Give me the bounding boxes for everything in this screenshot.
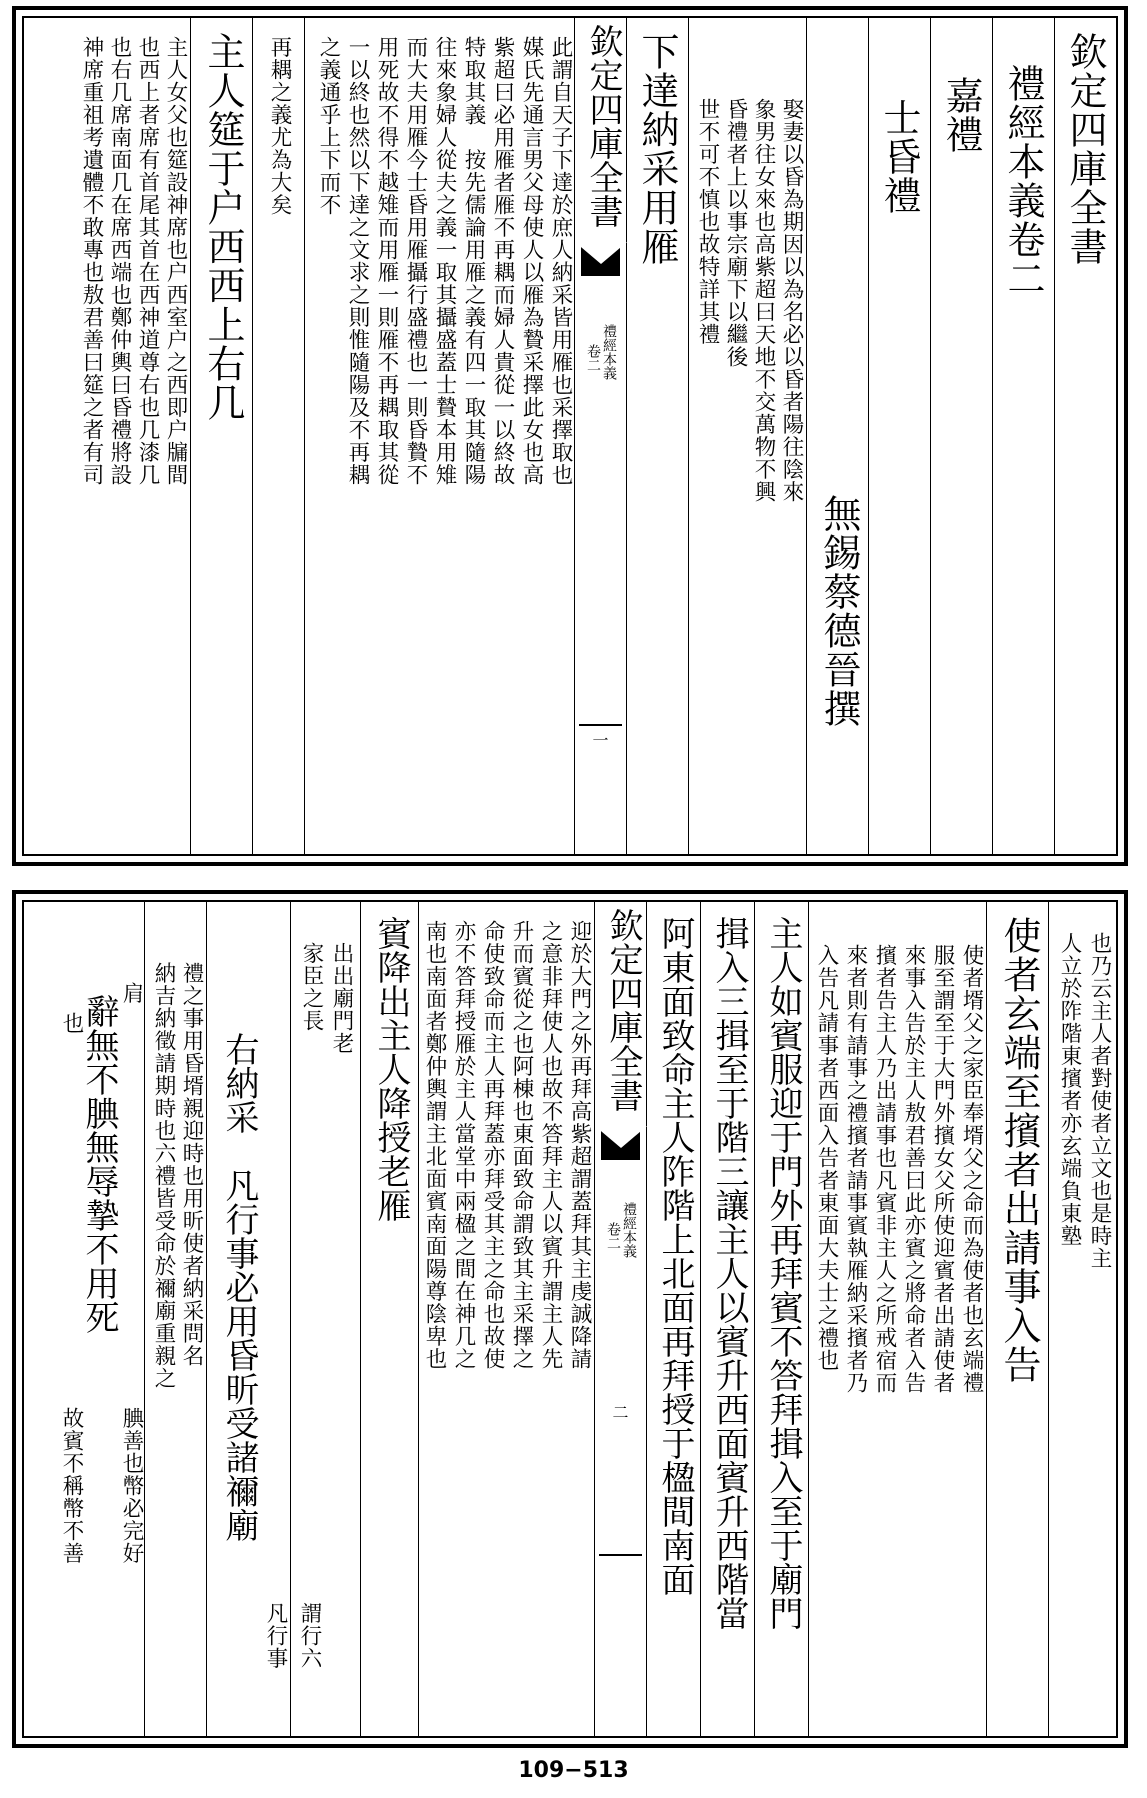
page-number: 109−513 [518, 1758, 629, 1783]
main-text: 賓降出主人降授老雁 [371, 916, 411, 1222]
commentary-line: 往來象婦人從夫之義一取其攝盛蓋士贄本用雉 [432, 36, 457, 486]
main-text: 使者玄端至擯者出請事入告 [997, 916, 1041, 1384]
commentary-line: 神席重祖考遺體不敢專也敖君善曰筵之者有司 [79, 36, 104, 486]
commentary-line: 媒氏先通言男父母使人以雁為贄采擇此女也高 [519, 36, 544, 486]
col-author [806, 18, 868, 854]
col-commentary-envoy [808, 902, 986, 1736]
commentary-line: 家臣之長 [299, 942, 324, 1032]
commentary-line: 升而賓從之也阿棟也東面致命謂致其主采擇之 [509, 920, 534, 1370]
commentary-line: 使者壻父之家臣奉壻父之命而為使者也玄端禮 [959, 944, 984, 1394]
gutter-rule [599, 1554, 642, 1556]
col-commentary-seat [70, 18, 190, 854]
col-main-text [626, 18, 688, 854]
col-main-text [700, 902, 754, 1736]
gutter-title: 欽定四庫全書 [603, 908, 643, 1112]
commentary-line: 再耦之義尤為大矣 [267, 36, 292, 216]
commentary-line: 也右几席南面几在席西端也鄭仲輿曰昏禮將設 [107, 36, 132, 486]
commentary-line: 謂行六 [297, 1602, 322, 1670]
commentary-line: 出出廟門老 [329, 942, 354, 1055]
commentary-line: 而大夫用雁今士昏用雁攝行盛禮也一則昏贄不 [403, 36, 428, 486]
main-text: 辭無不腆無辱摯不用死 [79, 994, 119, 1334]
commentary-line: 之義通乎上下而不 [316, 36, 341, 216]
col-commentary-greeting [418, 902, 594, 1736]
gutter [574, 18, 626, 854]
bottom-page-frame [22, 900, 1118, 1738]
volume-title: 禮經本義卷二 [1001, 64, 1045, 298]
col-main-text [190, 18, 252, 854]
gutter-title: 欽定四庫全書 [583, 24, 623, 228]
col-section-jiali [930, 18, 992, 854]
commentary-line: 世不可不慎也故特詳其禮 [695, 98, 720, 346]
gutter-book-label: 禮經本義 [621, 1202, 637, 1258]
main-text: 揖入三揖至于階三讓主人以賓升西面賓升西階當 [709, 916, 749, 1630]
main-text: 下達納采用雁 [635, 32, 679, 266]
col-main-text [754, 902, 808, 1736]
main-text: 阿東面致命主人阼階上北面再拜授于楹間南面 [655, 916, 695, 1596]
top-columns [24, 18, 1116, 854]
gutter-folio: 一 [592, 731, 609, 750]
commentary-line: 也西上者席有首尾其首在西神道尊右也几漆几 [135, 36, 160, 486]
gutter-volume: 卷二 [605, 1222, 621, 1250]
bottom-page [12, 890, 1128, 1748]
col-chapter [868, 18, 930, 854]
book-title: 欽定四庫全書 [1063, 32, 1107, 266]
commentary-line: 之意非拜使人也故不答拜主人以賓升謂主人先 [538, 920, 563, 1370]
commentary-line: 迎於大門之外再拜高紫超謂蓋拜其主虔誠降請 [567, 920, 592, 1370]
col-volume-title [992, 18, 1054, 854]
gutter [594, 902, 646, 1736]
commentary-line: 也乃云主人者對使者立文也是時主 [1087, 932, 1112, 1270]
commentary-line: 也 [59, 1012, 84, 1035]
main-text: 右納采 凡行事必用昏昕受諸禰廟 [219, 1032, 259, 1542]
top-page [12, 6, 1128, 866]
commentary-line: 禮之事用昏壻親迎時也用昕使者納采問名 [179, 962, 204, 1367]
col-commentary-intro [688, 18, 806, 854]
top-page-frame [22, 16, 1118, 856]
main-text: 主人筵于户西西上右几 [201, 32, 245, 422]
commentary-line: 昏禮者上以事宗廟下以繼後 [723, 98, 748, 368]
commentary-line: 此謂自天子下達於庶人納采皆用雁也采擇取也 [548, 36, 573, 486]
col-main-text-closing [54, 902, 144, 1736]
fishtail-mark [601, 1126, 640, 1160]
gutter-volume: 卷二 [585, 344, 601, 372]
col-commentary-timing [144, 902, 206, 1736]
commentary-line: 南也南面者鄭仲輿謂主北面賓南面陽尊陰卑也 [422, 920, 447, 1370]
gutter-book-label: 禮經本義 [601, 324, 617, 380]
col-main-text [646, 902, 700, 1736]
col-main-text [986, 902, 1048, 1736]
section-heading: 嘉禮 [939, 76, 983, 154]
main-text: 主人如賓服迎于門外再拜賓不答拜揖入至于廟門 [763, 916, 803, 1630]
commentary-line: 擯者告主人乃出請事也凡賓非主人之所戒宿而 [872, 944, 897, 1394]
col-commentary-cont [1048, 902, 1116, 1736]
col-commentary-end [252, 18, 304, 854]
commentary-line: 服至謂至于大門外擯女父所使迎賓者出請使者 [930, 944, 955, 1394]
gutter-folio: 二 [612, 1403, 629, 1422]
chapter-heading: 士昏禮 [877, 98, 921, 215]
commentary-line: 人立於阼階東擯者亦玄端負東塾 [1057, 932, 1082, 1247]
commentary-line: 命使致命而主人再拜蓋亦拜受其主之命也故使 [480, 920, 505, 1370]
gutter-rule [579, 724, 622, 726]
commentary-line: 來事入告於主人敖君善曰此亦賓之將命者入告 [901, 944, 926, 1394]
author-line: 無錫蔡德晉撰 [817, 494, 861, 728]
commentary-line: 主人女父也筵設神席也户西室户之西即户牖間 [163, 36, 188, 486]
fishtail-mark [581, 242, 620, 276]
commentary-line: 故賓不稱幣不善 [59, 1407, 84, 1565]
commentary-line: 特取其義 按先儒論用雁之義有四一取其隨陽 [461, 36, 486, 486]
col-main-text [360, 902, 418, 1736]
col-commentary-yan [304, 18, 574, 854]
col-book-title [1054, 18, 1116, 854]
commentary-line: 入告凡請事者西面入告者東面大夫士之禮也 [814, 944, 839, 1372]
commentary-line: 用死故不得不越雉而用雁一則雁不再耦取其從 [374, 36, 399, 486]
commentary-line: 肩 [119, 982, 144, 1005]
commentary-line: 象男往女來也高紫超曰天地不交萬物不興 [751, 98, 776, 503]
bottom-columns [24, 902, 1116, 1736]
commentary-line: 一以終也然以下達之文求之則惟隨陽及不再耦 [345, 36, 370, 486]
commentary-line: 娶妻以昏為期因以為名必以昏者陽往陰來 [779, 98, 804, 503]
commentary-line: 凡行事 [263, 1602, 288, 1670]
commentary-line: 腆善也幣必完好 [119, 1407, 144, 1565]
commentary-line: 亦不答拜授雁於主人當堂中兩楹之間在神几之 [451, 920, 476, 1370]
commentary-line: 紫超曰必用雁者雁不再耦而婦人貴從一以終故 [490, 36, 515, 486]
commentary-line: 納吉納徵請期時也六禮皆受命於禰廟重親之 [151, 962, 176, 1390]
commentary-line: 來者則有請事之禮擯者請事賓執雁納采擯者乃 [843, 944, 868, 1394]
